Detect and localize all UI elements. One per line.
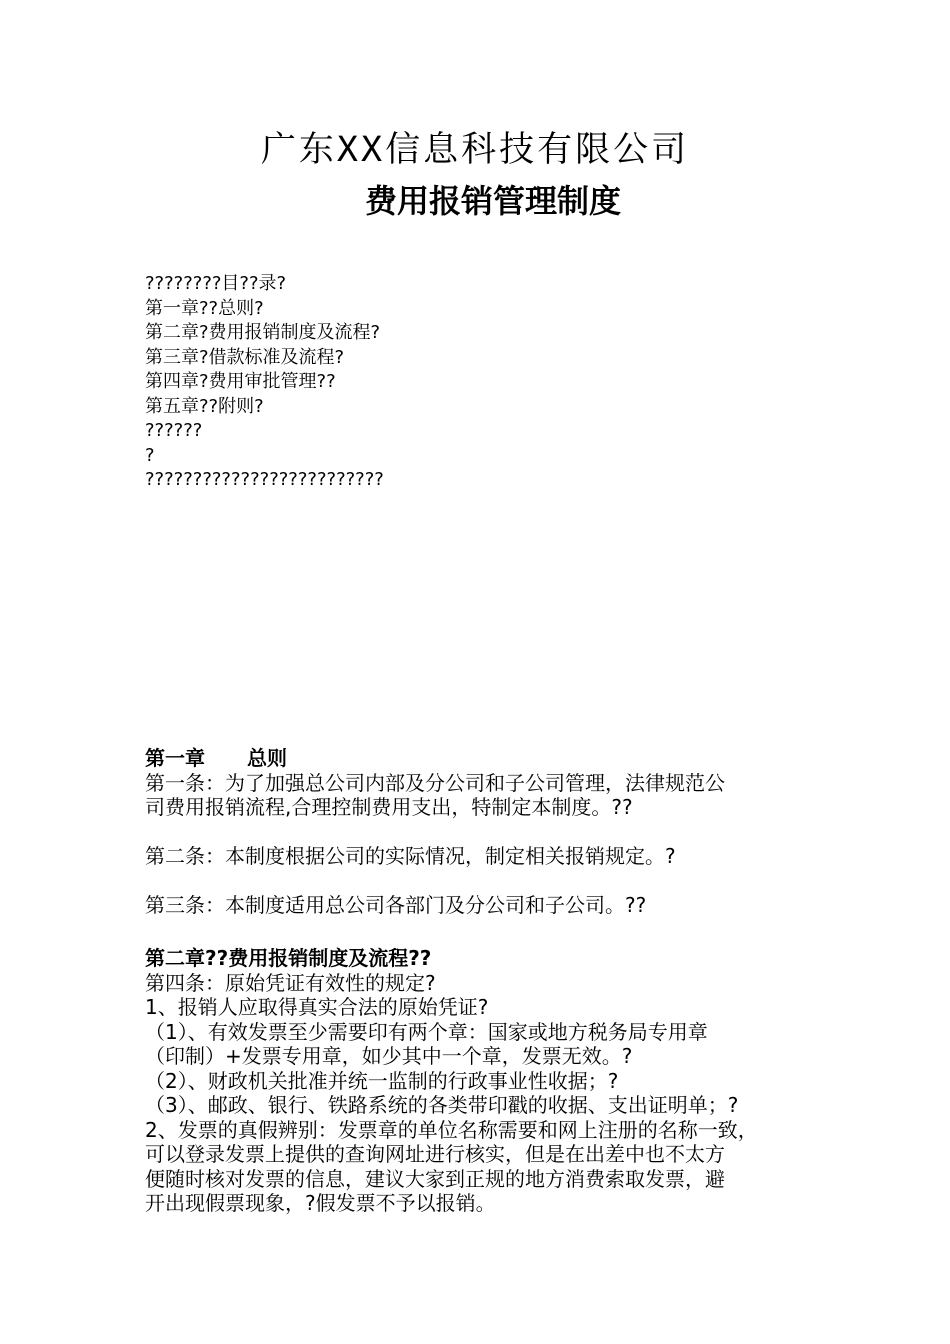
article-1-line: 司费用报销流程,合理控制费用支出，特制定本制度。?? (145, 795, 633, 819)
company-name: 广东XX信息科技有限公司 (260, 130, 690, 170)
chapter-2-heading: 第二章??费用报销制度及流程?? (145, 946, 432, 970)
toc-item-chapter-3: 第三章?借款标准及流程? (145, 346, 345, 368)
toc-item-chapter-5: 第五章??附则? (145, 395, 264, 417)
list-item-1: 1、报销人应取得真实合法的原始凭证? (145, 995, 489, 1019)
chapter-1-section (145, 746, 820, 918)
chapter-2-section (145, 946, 820, 1216)
sub-item-1-1: （印制）+发票专用章，如少其中一个章，发票无效。? (145, 1044, 633, 1068)
toc-item-chapter-1: 第一章??总则? (145, 297, 264, 319)
sub-item-1-2: （2）、财政机关批准并统一监制的行政事业性收据；? (145, 1068, 619, 1093)
sub-item-1-1: （1）、有效发票至少需要印有两个章：国家或地方税务局专用章 (145, 1019, 708, 1044)
chapter-1-label: 第一章 (145, 746, 205, 770)
article-3: 第三条：本制度适用总公司各部门及分公司和子公司。?? (145, 893, 647, 917)
list-item-2: 开出现假票现象，?假发票不予以报销。 (145, 1191, 496, 1215)
list-item-2: 可以登录发票上提供的查询网址进行核实，但是在出差中也不太方 (145, 1142, 725, 1166)
toc-garbled-line: ? (145, 444, 155, 466)
chapter-1-name: 总则 (247, 746, 287, 770)
toc-garbled-line: ?????? (145, 420, 203, 441)
sub-item-1-3: （3）、邮政、银行、铁路系统的各类带印戳的收据、支出证明单；? (145, 1093, 739, 1117)
article-4: 第四条：原始凭证有效性的规定? (145, 970, 436, 995)
chapter-1-heading (145, 746, 820, 771)
toc-item-chapter-4: 第四章?费用审批管理?? (145, 371, 336, 392)
toc-heading: ????????目??录? (145, 273, 287, 294)
table-of-contents (145, 272, 845, 493)
article-1-line: 第一条：为了加强总公司内部及分公司和子公司管理，法律规范公 (145, 770, 725, 795)
list-item-2: 便随时核对发票的信息，建议大家到正规的地方消费索取发票，避 (145, 1166, 725, 1191)
list-item-2: 2、发票的真假辨别：发票章的单位名称需要和网上注册的名称一致， (145, 1117, 758, 1142)
toc-garbled-line: ????????????????????????? (145, 469, 384, 490)
document-title: 费用报销管理制度 (364, 182, 621, 220)
article-2: 第二条：本制度根据公司的实际情况，制定相关报销规定。? (145, 844, 676, 868)
toc-item-chapter-2: 第二章?费用报销制度及流程? (145, 322, 381, 343)
